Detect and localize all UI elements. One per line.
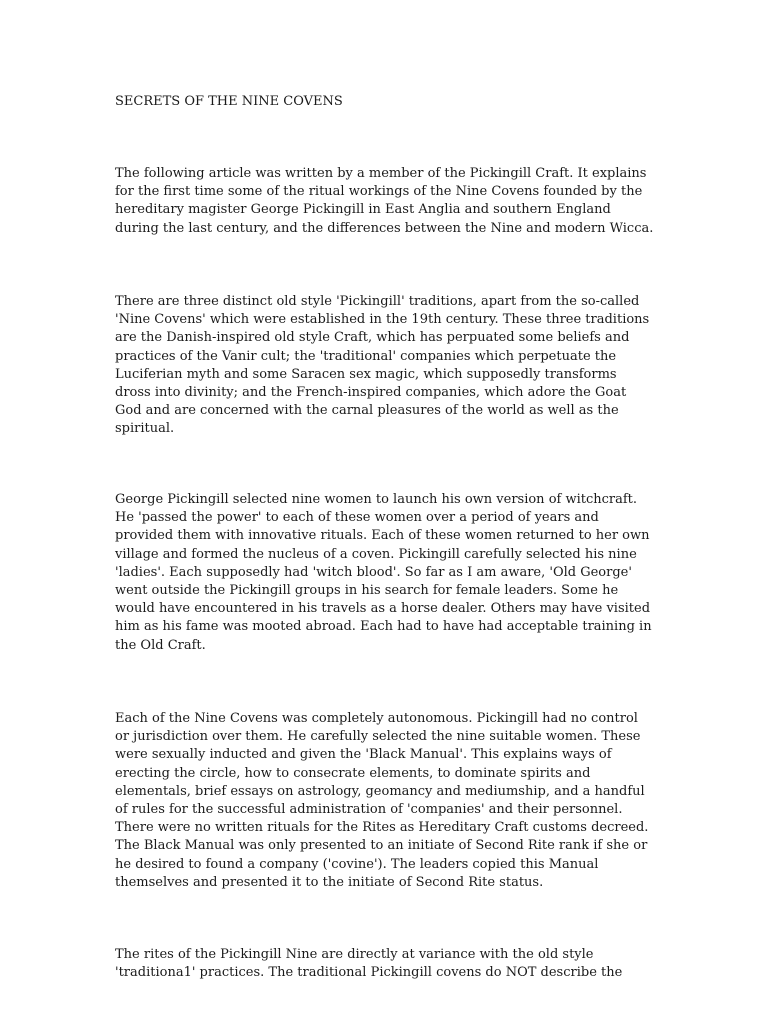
- paragraph-line: him as his fame was mooted abroad. Each had to have had acceptable training in: [115, 619, 652, 635]
- paragraph-line: for the first time some of the ritual workings of the Nine Covens founded by the: [115, 184, 643, 200]
- paragraph-line: The rites of the Pickingill Nine are directly at variance with the old style: [115, 947, 594, 962]
- paragraph-intro: [115, 165, 653, 238]
- paragraph-line: He 'passed the power' to each of these women over a period of years and: [115, 510, 599, 526]
- paragraph-line: dross into divinity; and the French-inspired companies, which adore the Goat: [115, 385, 627, 401]
- paragraph-george-pickingill: [115, 491, 652, 655]
- paragraph-traditions: [115, 293, 649, 439]
- paragraph-line: would have encountered in his travels as a horse dealer. Others may have visited: [115, 601, 651, 617]
- paragraph-line: erecting the circle, how to consecrate elements, to dominate spirits and: [115, 765, 591, 781]
- paragraph-line: are the Danish-inspired old style Craft, which has perpuated some beliefs and: [115, 330, 630, 346]
- paragraph-line: elementals, brief essays on astrology, geomancy and mediumship, and a handful: [115, 783, 645, 799]
- paragraph-rites: [115, 946, 622, 982]
- paragraph-line: went outside the Pickingill groups in his search for female leaders. Some he: [115, 583, 619, 599]
- paragraph-line: 'ladies'. Each supposedly had 'witch blood'. So far as I am aware, 'Old George': [115, 564, 632, 580]
- paragraph-nine-covens: [115, 710, 648, 892]
- paragraph-line: the Old Craft.: [115, 637, 206, 653]
- paragraph-line: he desired to found a company ('covine'). The leaders copied this Manual: [115, 856, 599, 872]
- paragraph-line: themselves and presented it to the initiate of Second Rite status.: [115, 874, 544, 890]
- paragraph-line: God and are concerned with the carnal pleasures of the world as well as the: [115, 403, 619, 419]
- paragraph-line: 'Nine Covens' which were established in the 19th century. These three traditions: [115, 312, 650, 328]
- paragraph-line: There are three distinct old style 'Pickingill' traditions, apart from the so-called: [115, 294, 640, 309]
- document-page: [115, 93, 655, 981]
- paragraph-line: or jurisdiction over them. He carefully selected the nine suitable women. These: [115, 729, 641, 745]
- paragraph-line: hereditary magister George Pickingill in East Anglia and southern England: [115, 202, 611, 218]
- paragraph-line: 'traditiona1' practices. The traditional Pickingill covens do NOT describe the: [115, 965, 623, 981]
- paragraph-line: spiritual.: [115, 421, 175, 437]
- paragraph-line: The following article was written by a member of the Pickingill Craft. It explains: [115, 166, 647, 181]
- paragraph-line: practices of the Vanir cult; the 'traditional' companies which perpetuate the: [115, 348, 617, 364]
- paragraph-line: Luciferian myth and some Saracen sex magic, which supposedly transforms: [115, 366, 617, 382]
- paragraph-line: during the last century, and the differences between the Nine and modern Wicca.: [115, 220, 654, 236]
- paragraph-line: George Pickingill selected nine women to launch his own version of witchcraft.: [115, 492, 638, 507]
- document-title: SECRETS OF THE NINE COVENS: [115, 94, 343, 109]
- paragraph-line: Each of the Nine Covens was completely autonomous. Pickingill had no control: [115, 711, 638, 726]
- paragraph-line: provided them with innovative rituals. Each of these women returned to her own: [115, 528, 650, 544]
- paragraph-line: There were no written rituals for the Rites as Hereditary Craft customs decreed.: [115, 820, 649, 836]
- paragraph-line: village and formed the nucleus of a coven. Pickingill carefully selected his nine: [115, 546, 637, 562]
- paragraph-line: were sexually inducted and given the 'Black Manual'. This explains ways of: [115, 747, 612, 763]
- paragraph-line: The Black Manual was only presented to an initiate of Second Rite rank if she or: [115, 838, 648, 854]
- paragraph-line: of rules for the successful administration of 'companies' and their personnel.: [115, 802, 623, 818]
